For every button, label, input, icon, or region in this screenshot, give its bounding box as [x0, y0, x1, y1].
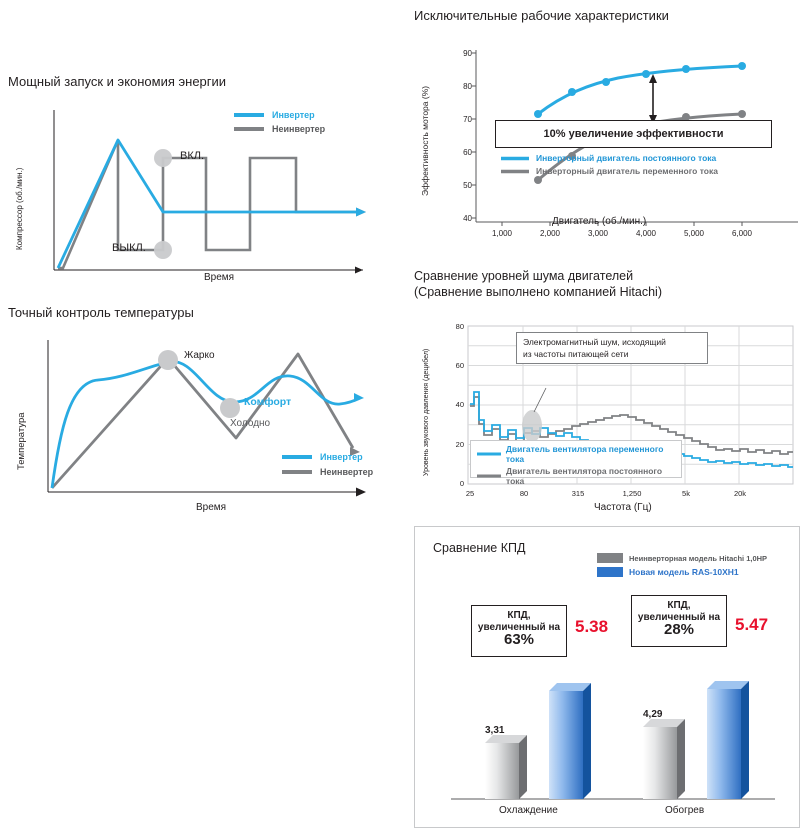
svg-text:70: 70: [463, 115, 472, 124]
callout-heating-line2: увеличенный на: [637, 612, 721, 623]
legend-line-ac-fan-icon: [476, 450, 501, 458]
callout-cooling-efficiency: [471, 605, 567, 657]
legend-line-dc-motor-icon: [500, 154, 530, 163]
svg-text:25: 25: [465, 489, 475, 498]
svg-text:90: 90: [463, 49, 472, 58]
bar-value-heating-old: 4,29: [643, 709, 663, 720]
svg-text:6,000: 6,000: [731, 229, 753, 238]
bar-value-heating-new: 5.47: [735, 615, 769, 634]
callout-heating-percent: 28%: [663, 621, 695, 638]
chart-efficiency: [414, 36, 800, 260]
panel-cop-comparison: [414, 526, 800, 828]
legend-label-noninverter: Неинвертер: [272, 124, 326, 134]
svg-text:5,000: 5,000: [683, 229, 705, 238]
legend-label-new-model: Новая модель RAS-10XH1: [629, 567, 739, 577]
svg-text:Температура: Температура: [16, 412, 27, 470]
svg-text:Уровень звукового давления (де: Уровень звукового давления (децибел): [423, 348, 430, 476]
legend-label-ac-motor: Инверторный двигатель переменного тока: [536, 166, 718, 176]
legend-label-inverter: Инвертер: [272, 110, 315, 120]
label-cold: Холодно: [230, 418, 271, 429]
panel-precise-temp: [8, 305, 388, 320]
panel-cop-title: Сравнение КПД: [433, 541, 526, 555]
legend-line-dc-fan-icon: [476, 472, 501, 480]
legend-label-dc-fan: Двигатель вентилятора постоянного тока: [506, 466, 663, 486]
panel-noise: [414, 268, 800, 300]
panel-efficiency: [414, 8, 794, 23]
legend-efficiency: [500, 153, 718, 176]
callout-noise-line1: Электромагнитный шум, исходящий: [523, 337, 666, 347]
legend-label-inverter-2: Инвертер: [320, 452, 363, 462]
legend-swatch-new-model: [597, 567, 623, 577]
label-on: ВКЛ.: [180, 150, 205, 162]
legend-cop: [597, 553, 767, 577]
x-axis-label-time-2: Время: [196, 502, 227, 513]
x-axis-label-frequency: Частота (Гц): [594, 502, 652, 513]
panel-powerful-start-title: Мощный запуск и экономия энергии: [8, 74, 227, 89]
x-axis-label-motor-rpm: Двигатель (об./мин.): [552, 216, 647, 227]
legend-label-noninverter-2: Неинвертер: [320, 467, 374, 477]
svg-text:Компрессор (об./мин.): Компрессор (об./мин.): [15, 167, 24, 250]
callout-cooling-line1: КПД,: [507, 610, 531, 621]
legend-line-noninverter-icon-2: [280, 467, 314, 477]
svg-text:80: 80: [519, 489, 529, 498]
legend-precise-temp: [280, 452, 373, 477]
callout-cooling-percent: 63%: [503, 631, 535, 648]
panel-precise-temp-title: Точный контроль температуры: [8, 305, 194, 320]
bar-value-cooling-new: 5.38: [575, 617, 609, 636]
svg-text:80: 80: [455, 322, 464, 331]
svg-text:315: 315: [571, 489, 585, 498]
x-axis-label-time: Время: [204, 272, 235, 283]
callout-cooling-line2: увеличенный на: [477, 622, 561, 633]
legend-line-inverter-icon-2: [280, 452, 314, 462]
chart-powerful-start: [8, 100, 398, 295]
svg-text:Эффективность мотора (%): Эффективность мотора (%): [420, 85, 430, 196]
category-label-cooling: Охлаждение: [499, 805, 558, 816]
svg-text:50: 50: [463, 181, 472, 190]
legend-line-inverter-icon: [232, 110, 266, 120]
callout-electromagnetic-noise: [516, 332, 708, 364]
bar-value-cooling-old: 3,31: [485, 725, 505, 736]
svg-text:40: 40: [463, 214, 472, 223]
svg-text:1,250: 1,250: [622, 489, 642, 498]
svg-text:20: 20: [455, 440, 464, 449]
svg-text:5k: 5k: [682, 489, 690, 498]
svg-text:80: 80: [463, 82, 472, 91]
chart-precise-temp: [8, 330, 398, 530]
legend-noise: [470, 440, 682, 486]
svg-text:60: 60: [455, 361, 464, 370]
callout-efficiency-increase: 10% увеличение эффективности: [495, 120, 772, 148]
callout-heating-efficiency: [631, 595, 727, 647]
label-off: ВЫКЛ.: [112, 242, 146, 254]
svg-text:0: 0: [459, 479, 464, 488]
panel-noise-title-line2: (Сравнение выполнено компанией Hitachi): [414, 285, 662, 299]
panel-powerful-start: [8, 74, 388, 89]
callout-noise-line2: из частоты питающей сети: [523, 349, 629, 359]
legend-label-ac-fan: Двигатель вентилятора переменного тока: [505, 444, 664, 464]
svg-text:40: 40: [455, 400, 464, 409]
legend-label-noninverter-model: Неинверторная модель Hitachi 1,0HP: [629, 553, 768, 563]
svg-text:1,000: 1,000: [491, 229, 513, 238]
legend-line-noninverter-icon: [232, 124, 266, 134]
legend-label-dc-motor: Инверторный двигатель постоянного тока: [536, 153, 717, 163]
label-hot: Жарко: [184, 350, 215, 361]
svg-text:60: 60: [463, 148, 472, 157]
svg-text:3,000: 3,000: [587, 229, 609, 238]
callout-heating-line1: КПД,: [667, 600, 691, 611]
legend-swatch-noninverter: [597, 553, 623, 563]
svg-text:2,000: 2,000: [539, 229, 561, 238]
panel-efficiency-title: Исключительные рабочие характеристики: [414, 8, 669, 23]
svg-text:4,000: 4,000: [635, 229, 657, 238]
legend-line-ac-motor-icon: [500, 167, 530, 176]
svg-text:20k: 20k: [733, 489, 747, 498]
legend-powerful-start: [232, 110, 325, 134]
panel-noise-title-line1: Сравнение уровней шума двигателей: [414, 269, 634, 283]
label-comfort: Комфорт: [244, 396, 292, 408]
category-label-heating: Обогрев: [665, 805, 705, 816]
